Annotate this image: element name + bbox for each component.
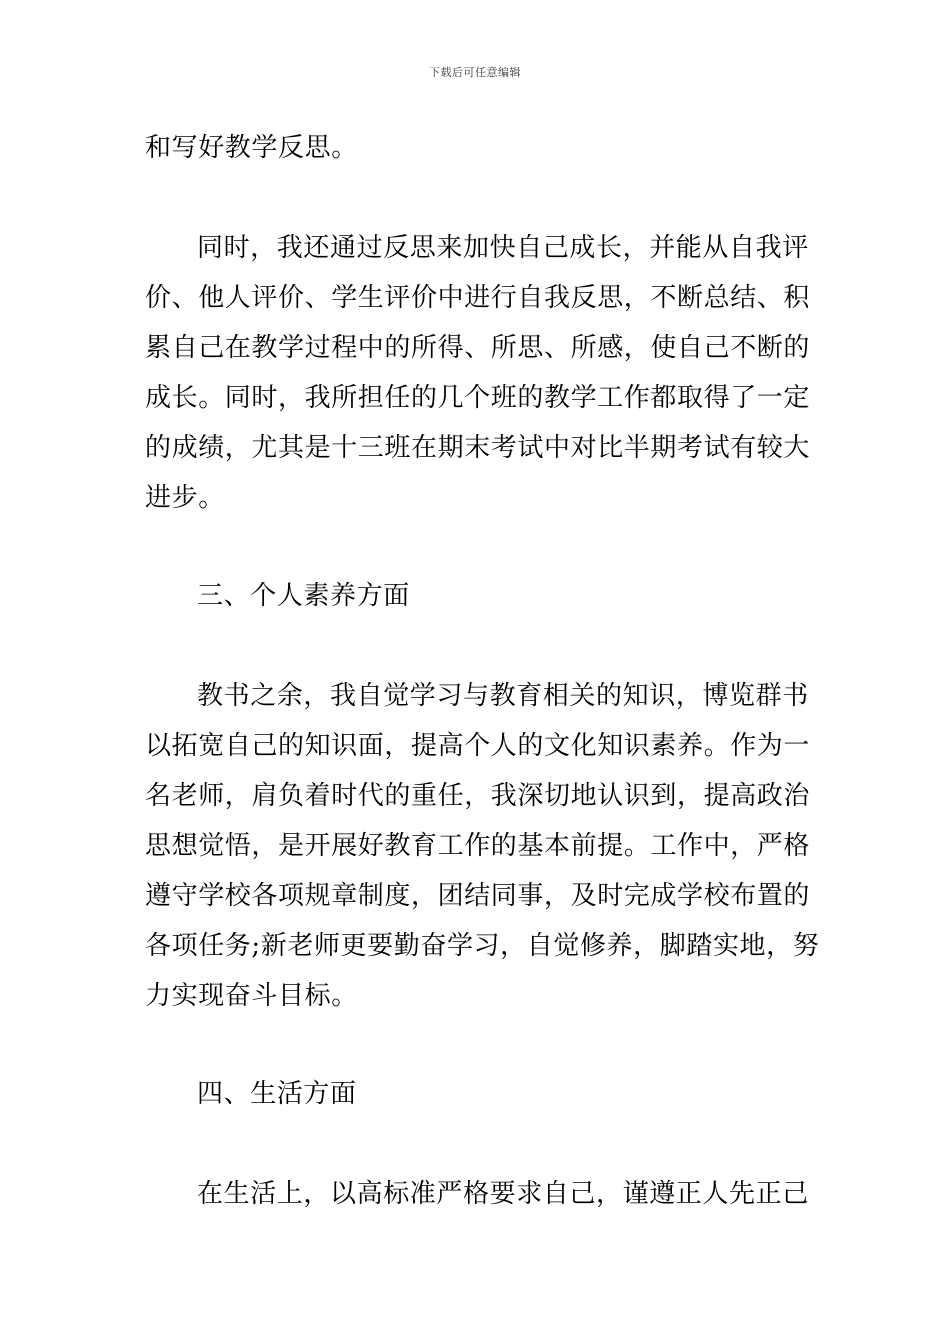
paragraph-line: 同时，我还通过反思来加快自己成长，并能从自我评	[197, 233, 809, 263]
paragraph-line: 各项任务;新老师更要勤奋学习，自觉修养，脚踏实地，努	[145, 931, 820, 961]
paragraph-line: 的成绩，尤其是十三班在期末考试中对比半期考试有较大	[145, 433, 811, 463]
paragraph-line: 遵守学校各项规章制度，团结同事，及时完成学校布置的	[145, 881, 811, 911]
paragraph-line: 以拓宽自己的知识面，提高个人的文化知识素养。作为一	[145, 731, 811, 761]
paragraph-line: 在生活上，以高标准严格要求自己，谨遵正人先正己	[197, 1179, 809, 1209]
paragraph-line: 价、他人评价、学生评价中进行自我反思，不断总结、积	[145, 283, 811, 313]
paragraph-line: 力实现奋斗目标。	[145, 981, 358, 1011]
section-heading: 四、生活方面	[197, 1079, 357, 1109]
paragraph-line: 成长。同时，我所担任的几个班的教学工作都取得了一定	[145, 383, 811, 413]
paragraph-line: 名老师，肩负着时代的重任，我深切地认识到，提高政治	[145, 781, 811, 811]
paragraph-line: 累自己在教学过程中的所得、所思、所感，使自己不断的	[145, 333, 811, 363]
section-heading: 三、个人素养方面	[197, 581, 410, 611]
paragraph-line: 进步。	[145, 483, 225, 513]
paragraph-line: 教书之余，我自觉学习与教育相关的知识，博览群书	[197, 681, 809, 711]
page-header-note: 下载后可任意编辑	[429, 66, 521, 79]
paragraph-line: 思想觉悟，是开展好教育工作的基本前提。工作中，严格	[145, 831, 811, 861]
paragraph-line: 和写好教学反思。	[145, 133, 358, 163]
